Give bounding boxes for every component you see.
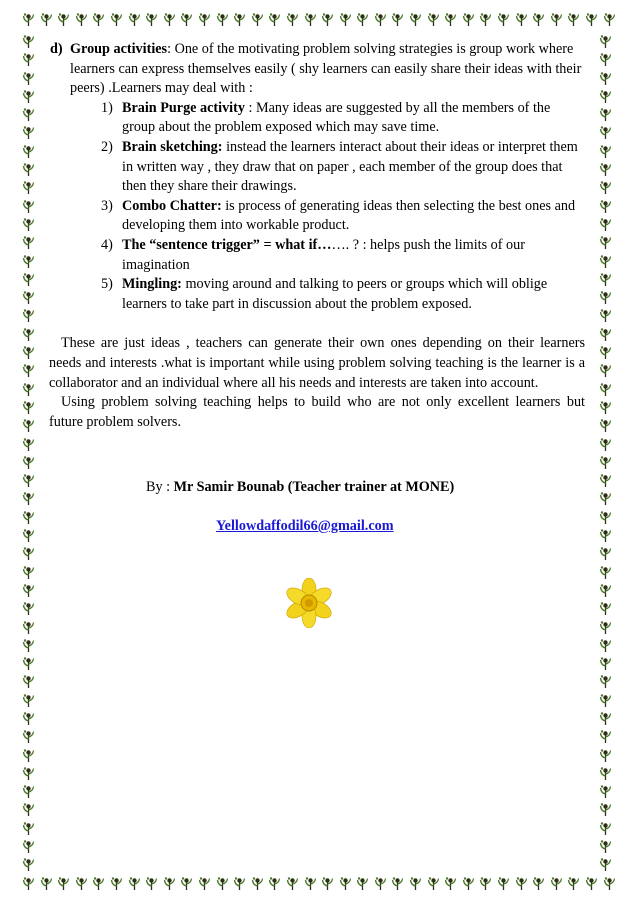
daffodil-ornament-icon: [339, 12, 352, 27]
daffodil-ornament-icon: [22, 345, 35, 360]
daffodil-ornament-icon: [22, 656, 35, 671]
daffodil-ornament-icon: [567, 12, 580, 27]
daffodil-ornament-icon: [599, 162, 612, 177]
daffodil-ornament-icon: [110, 12, 123, 27]
daffodil-ornament-icon: [22, 125, 35, 140]
daffodil-ornament-icon: [110, 876, 123, 891]
subitem-title: Combo Chatter:: [122, 197, 222, 214]
daffodil-ornament-icon: [599, 802, 612, 817]
daffodil-ornament-icon: [268, 876, 281, 891]
daffodil-ornament-icon: [163, 876, 176, 891]
daffodil-ornament-icon: [22, 491, 35, 506]
daffodil-ornament-icon: [22, 71, 35, 86]
daffodil-ornament-icon: [599, 125, 612, 140]
subitem-number: 1): [101, 99, 113, 116]
daffodil-ornament-icon: [128, 12, 141, 27]
daffodil-ornament-icon: [599, 620, 612, 635]
daffodil-ornament-icon: [599, 821, 612, 836]
daffodil-ornament-icon: [497, 12, 510, 27]
daffodil-ornament-icon: [599, 729, 612, 744]
list-item-group-activities: [52, 40, 585, 99]
daffodil-ornament-icon: [22, 418, 35, 433]
daffodil-ornament-icon: [599, 857, 612, 872]
daffodil-ornament-icon: [599, 235, 612, 250]
daffodil-ornament-icon: [22, 180, 35, 195]
subitem-title: Mingling:: [122, 276, 182, 293]
daffodil-ornament-icon: [409, 12, 422, 27]
daffodil-ornament-icon: [356, 876, 369, 891]
daffodil-ornament-icon: [462, 876, 475, 891]
daffodil-ornament-icon: [599, 748, 612, 763]
daffodil-ornament-icon: [145, 876, 158, 891]
subitem-brain-purge: [101, 99, 585, 138]
subitem-number: 5): [101, 276, 113, 293]
daffodil-ornament-icon: [22, 382, 35, 397]
border-right: [599, 34, 615, 873]
daffodil-ornament-icon: [22, 748, 35, 763]
daffodil-ornament-icon: [163, 12, 176, 27]
daffodil-ornament-icon: [198, 12, 211, 27]
daffodil-ornament-icon: [22, 52, 35, 67]
daffodil-ornament-icon: [22, 693, 35, 708]
daffodil-ornament-icon: [22, 601, 35, 616]
daffodil-ornament-icon: [22, 638, 35, 653]
daffodil-ornament-icon: [22, 290, 35, 305]
daffodil-ornament-icon: [599, 510, 612, 525]
daffodil-ornament-icon: [599, 766, 612, 781]
daffodil-ornament-icon: [550, 876, 563, 891]
daffodil-ornament-icon: [599, 656, 612, 671]
subitem-text: : Many ideas are suggested by all the members of the group about the problem exposed which may save time.: [122, 99, 551, 136]
daffodil-ornament-icon: [233, 12, 246, 27]
subitem-text: …. ? : helps push the limits of our imagination: [122, 236, 525, 273]
daffodil-ornament-icon: [286, 12, 299, 27]
subitem-mingling: [101, 275, 585, 314]
daffodil-ornament-icon: [40, 12, 53, 27]
daffodil-ornament-icon: [22, 217, 35, 232]
daffodil-ornament-icon: [22, 437, 35, 452]
daffodil-ornament-icon: [599, 546, 612, 561]
daffodil-ornament-icon: [427, 876, 440, 891]
daffodil-ornament-icon: [599, 491, 612, 506]
paragraph: Using problem solving teaching helps to build who are not only excellent learners but future problem solvers.: [49, 394, 585, 430]
daffodil-ornament-icon: [599, 528, 612, 543]
daffodil-ornament-icon: [251, 12, 264, 27]
daffodil-ornament-icon: [585, 12, 598, 27]
daffodil-ornament-icon: [268, 12, 281, 27]
daffodil-ornament-icon: [599, 565, 612, 580]
daffodil-ornament-icon: [22, 473, 35, 488]
daffodil-ornament-icon: [599, 71, 612, 86]
daffodil-ornament-icon: [22, 821, 35, 836]
daffodil-ornament-icon: [22, 235, 35, 250]
daffodil-ornament-icon: [22, 12, 35, 27]
daffodil-ornament-icon: [374, 876, 387, 891]
daffodil-ornament-icon: [22, 546, 35, 561]
daffodil-ornament-icon: [444, 12, 457, 27]
daffodil-ornament-icon: [479, 876, 492, 891]
daffodil-ornament-icon: [599, 711, 612, 726]
daffodil-ornament-icon: [599, 674, 612, 689]
daffodil-ornament-icon: [603, 876, 616, 891]
author-name: Mr Samir Bounab (Teacher trainer at MONE): [173, 479, 455, 496]
daffodil-ornament-icon: [444, 876, 457, 891]
daffodil-ornament-icon: [599, 400, 612, 415]
daffodil-ornament-icon: [57, 12, 70, 27]
daffodil-ornament-icon: [216, 876, 229, 891]
daffodil-ornament-icon: [603, 12, 616, 27]
daffodil-ornament-icon: [57, 876, 70, 891]
daffodil-ornament-icon: [40, 876, 53, 891]
daffodil-ornament-icon: [515, 12, 528, 27]
daffodil-ornament-icon: [22, 363, 35, 378]
daffodil-ornament-icon: [599, 254, 612, 269]
daffodil-ornament-icon: [22, 857, 35, 872]
daffodil-ornament-icon: [599, 272, 612, 287]
daffodil-ornament-icon: [145, 12, 158, 27]
daffodil-ornament-icon: [497, 876, 510, 891]
daffodil-ornament-icon: [22, 34, 35, 49]
daffodil-ornament-icon: [22, 766, 35, 781]
daffodil-ornament-icon: [304, 12, 317, 27]
daffodil-ornament-icon: [532, 876, 545, 891]
daffodil-ornament-icon: [286, 876, 299, 891]
daffodil-ornament-icon: [321, 876, 334, 891]
subitem-number: 4): [101, 236, 113, 253]
daffodil-ornament-icon: [599, 308, 612, 323]
daffodil-ornament-icon: [479, 12, 492, 27]
daffodil-ornament-icon: [22, 876, 35, 891]
daffodil-ornament-icon: [180, 876, 193, 891]
daffodil-ornament-icon: [391, 876, 404, 891]
daffodil-ornament-icon: [92, 12, 105, 27]
daffodil-ornament-icon: [22, 400, 35, 415]
subitem-text: moving around and talking to peers or groups which will oblige learners to take part in discussion about the problem exposed.: [122, 276, 548, 312]
daffodil-ornament-icon: [599, 473, 612, 488]
daffodil-ornament-icon: [515, 876, 528, 891]
daffodil-ornament-icon: [22, 308, 35, 323]
subitem-brain-sketching: [101, 138, 585, 197]
daffodil-ornament-icon: [599, 638, 612, 653]
daffodil-ornament-icon: [22, 528, 35, 543]
daffodil-ornament-icon: [22, 199, 35, 214]
daffodil-ornament-icon: [22, 327, 35, 342]
daffodil-ornament-icon: [599, 199, 612, 214]
daffodil-ornament-icon: [22, 455, 35, 470]
daffodil-ornament-icon: [374, 12, 387, 27]
byline-prefix: By :: [146, 479, 174, 496]
subitem-number: 2): [101, 138, 113, 155]
daffodil-ornament-icon: [22, 565, 35, 580]
daffodil-ornament-icon: [22, 162, 35, 177]
daffodil-ornament-icon: [22, 583, 35, 598]
item-title: Group activities: [70, 41, 168, 57]
daffodil-ornament-icon: [22, 89, 35, 104]
daffodil-ornament-icon: [599, 363, 612, 378]
daffodil-ornament-icon: [22, 107, 35, 122]
document-body: [49, 40, 585, 536]
daffodil-ornament-icon: [599, 107, 612, 122]
daffodil-ornament-icon: [198, 876, 211, 891]
byline: [49, 478, 585, 498]
daffodil-ornament-icon: [599, 52, 612, 67]
daffodil-ornament-icon: [599, 290, 612, 305]
subitem-number: 3): [101, 197, 113, 214]
daffodil-ornament-icon: [599, 693, 612, 708]
daffodil-ornament-icon: [128, 876, 141, 891]
daffodil-ornament-icon: [599, 217, 612, 232]
list-marker: d): [50, 41, 63, 57]
email-line: [49, 517, 585, 537]
daffodil-ornament-icon: [233, 876, 246, 891]
daffodil-ornament-icon: [22, 802, 35, 817]
daffodil-ornament-icon: [180, 12, 193, 27]
daffodil-ornament-icon: [216, 12, 229, 27]
paragraph: These are just ideas , teachers can generate their own ones depending on their learners needs and interests .what is important while using problem solving teaching is the learner is a collaborator and an individual where all his needs and interests are taken into account.: [49, 335, 585, 391]
daffodil-ornament-icon: [22, 620, 35, 635]
subitem-title: Brain sketching:: [122, 138, 223, 155]
daffodil-ornament-icon: [599, 437, 612, 452]
daffodil-ornament-icon: [391, 12, 404, 27]
subitem-sentence-trigger: [101, 236, 585, 275]
subitem-title: Brain Purge activity: [122, 99, 245, 116]
daffodil-ornament-icon: [599, 34, 612, 49]
daffodil-ornament-icon: [585, 876, 598, 891]
email-link[interactable]: Yellowdaffodil66@gmail.com: [216, 517, 394, 534]
daffodil-ornament-icon: [251, 876, 264, 891]
daffodil-ornament-icon: [599, 455, 612, 470]
daffodil-ornament-icon: [409, 876, 422, 891]
daffodil-ornament-icon: [599, 89, 612, 104]
daffodil-ornament-icon: [599, 144, 612, 159]
daffodil-ornament-icon: [75, 12, 88, 27]
daffodil-ornament-icon: [321, 12, 334, 27]
daffodil-ornament-icon: [22, 510, 35, 525]
border-top: [22, 12, 616, 28]
daffodil-ornament-icon: [550, 12, 563, 27]
daffodil-ornament-icon: [22, 729, 35, 744]
closing-paragraphs: [49, 334, 585, 432]
daffodil-ornament-icon: [22, 839, 35, 854]
daffodil-ornament-icon: [75, 876, 88, 891]
daffodil-ornament-icon: [22, 272, 35, 287]
daffodil-ornament-icon: [599, 583, 612, 598]
subitem-text: is process of generating ideas then selecting the best ones and developing them into workable product.: [122, 197, 576, 234]
daffodil-ornament-icon: [599, 418, 612, 433]
subitem-text: instead the learners interact about their ideas or interpret them in written way , they draw that on paper , each member of the group does that then they share their drawings.: [122, 138, 578, 195]
daffodil-ornament-icon: [599, 382, 612, 397]
daffodil-ornament-icon: [567, 876, 580, 891]
daffodil-ornament-icon: [599, 327, 612, 342]
daffodil-ornament-icon: [599, 601, 612, 616]
daffodil-ornament-icon: [599, 784, 612, 799]
daffodil-ornament-icon: [304, 876, 317, 891]
daffodil-ornament-icon: [599, 345, 612, 360]
daffodil-ornament-icon: [92, 876, 105, 891]
border-bottom: [22, 876, 616, 892]
daffodil-ornament-icon: [532, 12, 545, 27]
subitem-combo-chatter: [101, 197, 585, 236]
daffodil-ornament-icon: [599, 839, 612, 854]
daffodil-flower-icon: [284, 578, 334, 628]
subitem-title: The “sentence trigger” = what if…: [122, 236, 332, 253]
daffodil-ornament-icon: [356, 12, 369, 27]
daffodil-ornament-icon: [22, 144, 35, 159]
daffodil-ornament-icon: [22, 254, 35, 269]
daffodil-ornament-icon: [22, 674, 35, 689]
daffodil-ornament-icon: [339, 876, 352, 891]
daffodil-ornament-icon: [22, 784, 35, 799]
daffodil-ornament-icon: [22, 711, 35, 726]
daffodil-ornament-icon: [599, 180, 612, 195]
border-left: [22, 34, 38, 873]
daffodil-ornament-icon: [462, 12, 475, 27]
daffodil-ornament-icon: [427, 12, 440, 27]
item-text: : One of the motivating problem solving strategies is group work where learners can express themselves easily ( shy learners can easily share their ideas with their peers) .Learners may deal with :: [70, 41, 582, 97]
